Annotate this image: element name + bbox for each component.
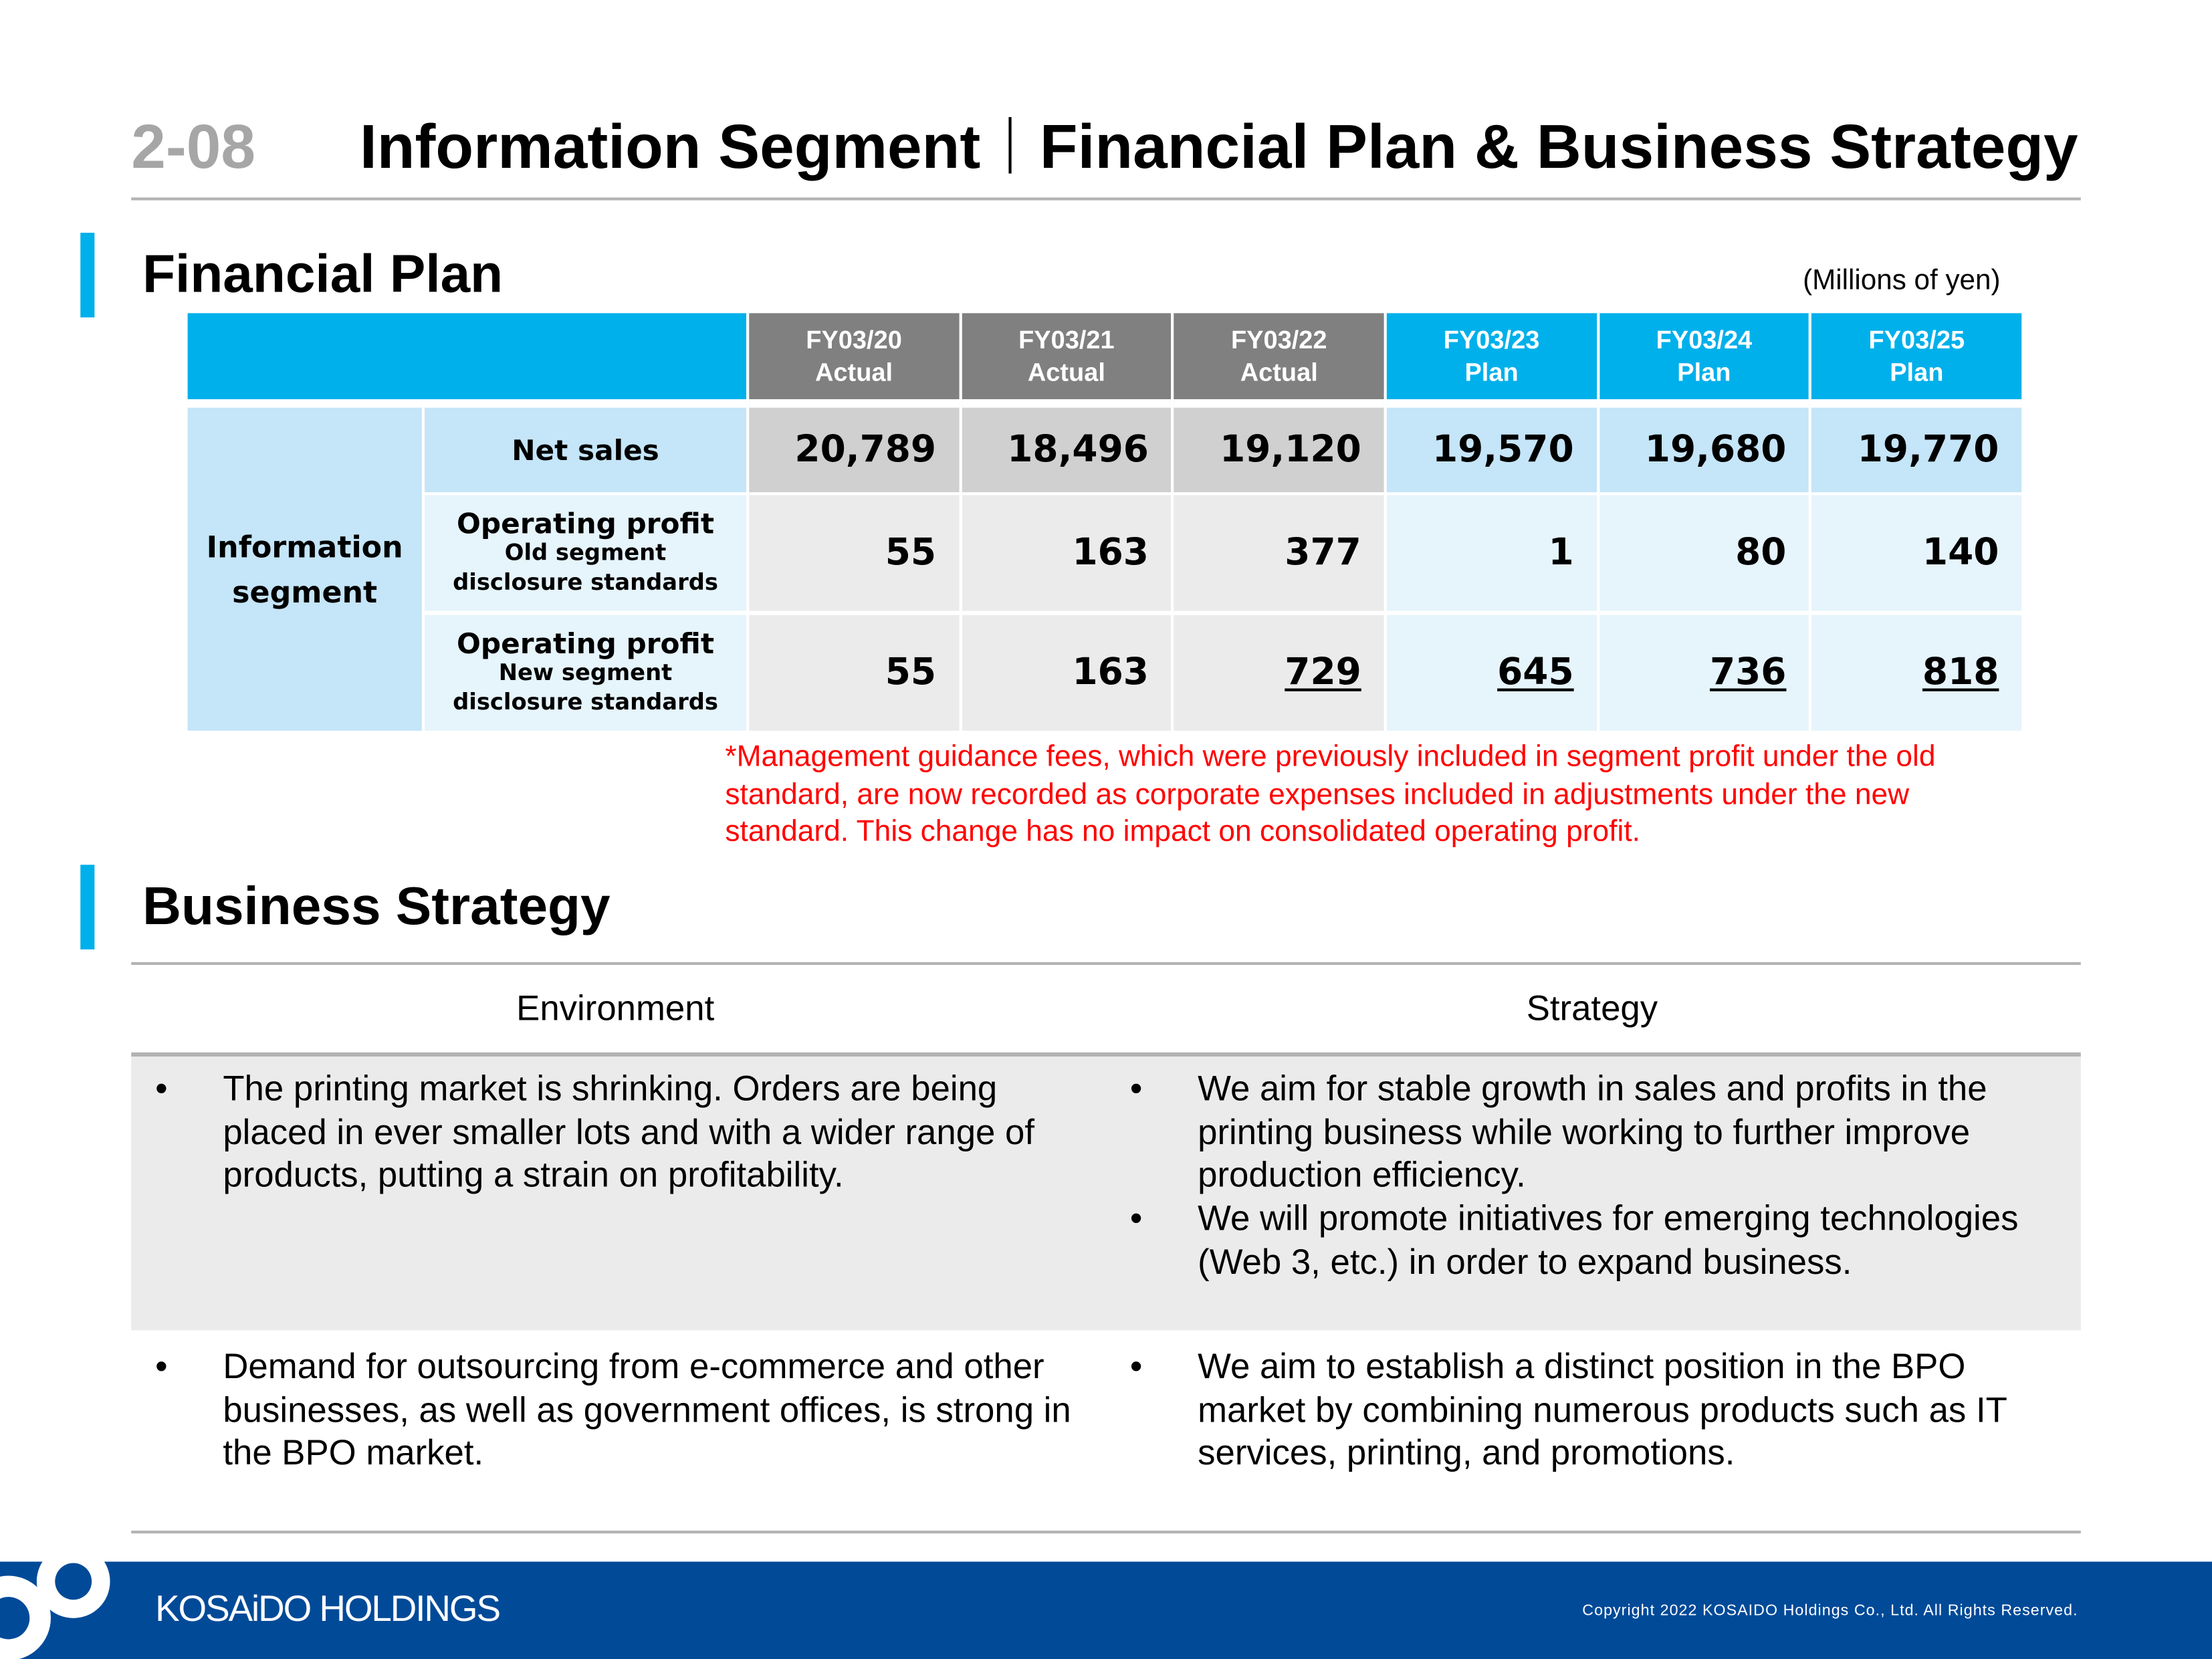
financial-plan-heading: Financial Plan — [142, 245, 504, 305]
cell: 19,120 — [1174, 399, 1384, 492]
strategy-item: • We aim for stable growth in sales and profits in the printing business while working to further improve production efficiency. — [1129, 1069, 1987, 1195]
divider — [131, 962, 2081, 965]
title-separator — [1009, 117, 1012, 173]
table-row — [188, 399, 2022, 492]
row-label: Net sales — [425, 399, 746, 492]
cell: 80 — [1599, 492, 1809, 611]
row-label: Operating profit New segment disclosure standards — [425, 611, 746, 731]
units-label: (Millions of yen) — [1803, 265, 2001, 297]
divider — [131, 1531, 2081, 1533]
cell: 55 — [749, 611, 959, 731]
col-header: FY03/23 Plan — [1387, 313, 1597, 399]
business-strategy-heading: Business Strategy — [142, 877, 611, 937]
footer — [0, 1561, 2212, 1659]
cell: 19,770 — [1811, 399, 2021, 492]
strategy-item: • We aim to establish a distinct position in the BPO market by combining numerous products such as IT services, printing, and promotions. — [1129, 1347, 2007, 1473]
cell: 818 — [1811, 611, 2021, 731]
table-row — [188, 611, 2022, 731]
cell: 1 — [1387, 492, 1597, 611]
strategy-item: • We will promote initiatives for emerging technologies (Web 3, etc.) in order to expand business. — [1129, 1199, 2019, 1282]
table-row — [188, 492, 2022, 611]
col-header: FY03/21 Actual — [962, 313, 1172, 399]
copyright: Copyright 2022 KOSAIDO Holdings Co., Ltd. All Rights Reserved. — [1582, 1602, 2078, 1620]
cell: 163 — [962, 492, 1172, 611]
footnote: *Management guidance fees, which were previously included in segment profit under the old standard, are now recorded as corporate expenses included in adjustments under the new standard. This change has no impact on consolidated operating profit. — [725, 740, 1936, 848]
cell: 645 — [1387, 611, 1597, 731]
title-left: Information Segment — [359, 112, 981, 183]
col-header: FY03/24 Plan — [1599, 313, 1809, 399]
cell: 736 — [1599, 611, 1809, 731]
brand-name: KOSAiDO HOLDINGS — [155, 1587, 500, 1630]
cell: 729 — [1174, 611, 1384, 731]
cell: 377 — [1174, 492, 1384, 611]
strategy-header: Strategy — [1526, 988, 1658, 1028]
col-header: FY03/22 Actual — [1174, 313, 1384, 399]
table-header-row — [188, 313, 2022, 399]
col-header: FY03/20 Actual — [749, 313, 959, 399]
environment-item: • The printing market is shrinking. Orders are being placed in ever smaller lots and with a wider range of products, putting a strain on profitability. — [155, 1069, 1035, 1195]
title-right: Financial Plan & Business Strategy — [1039, 112, 2078, 183]
cell: 163 — [962, 611, 1172, 731]
section-accent-bar — [80, 865, 94, 950]
title-divider — [131, 197, 2081, 200]
environment-item: • Demand for outsourcing from e-commerce and other businesses, as well as government offices, is strong in the BPO market. — [155, 1347, 1071, 1473]
row-label: Operating profit Old segment disclosure standards — [425, 492, 746, 611]
segment-label: Information segment — [188, 399, 422, 731]
logo-icon — [0, 1556, 127, 1659]
cell: 19,680 — [1599, 399, 1809, 492]
environment-header: Environment — [516, 988, 715, 1028]
cell: 55 — [749, 492, 959, 611]
page-title — [360, 113, 2078, 183]
header-blank — [188, 313, 746, 399]
cell: 140 — [1811, 492, 2021, 611]
section-number: 2-08 — [131, 112, 256, 183]
section-accent-bar — [80, 233, 94, 318]
col-header: FY03/25 Plan — [1811, 313, 2021, 399]
cell: 20,789 — [749, 399, 959, 492]
financial-plan-table — [185, 313, 2024, 730]
cell: 18,496 — [962, 399, 1172, 492]
cell: 19,570 — [1387, 399, 1597, 492]
